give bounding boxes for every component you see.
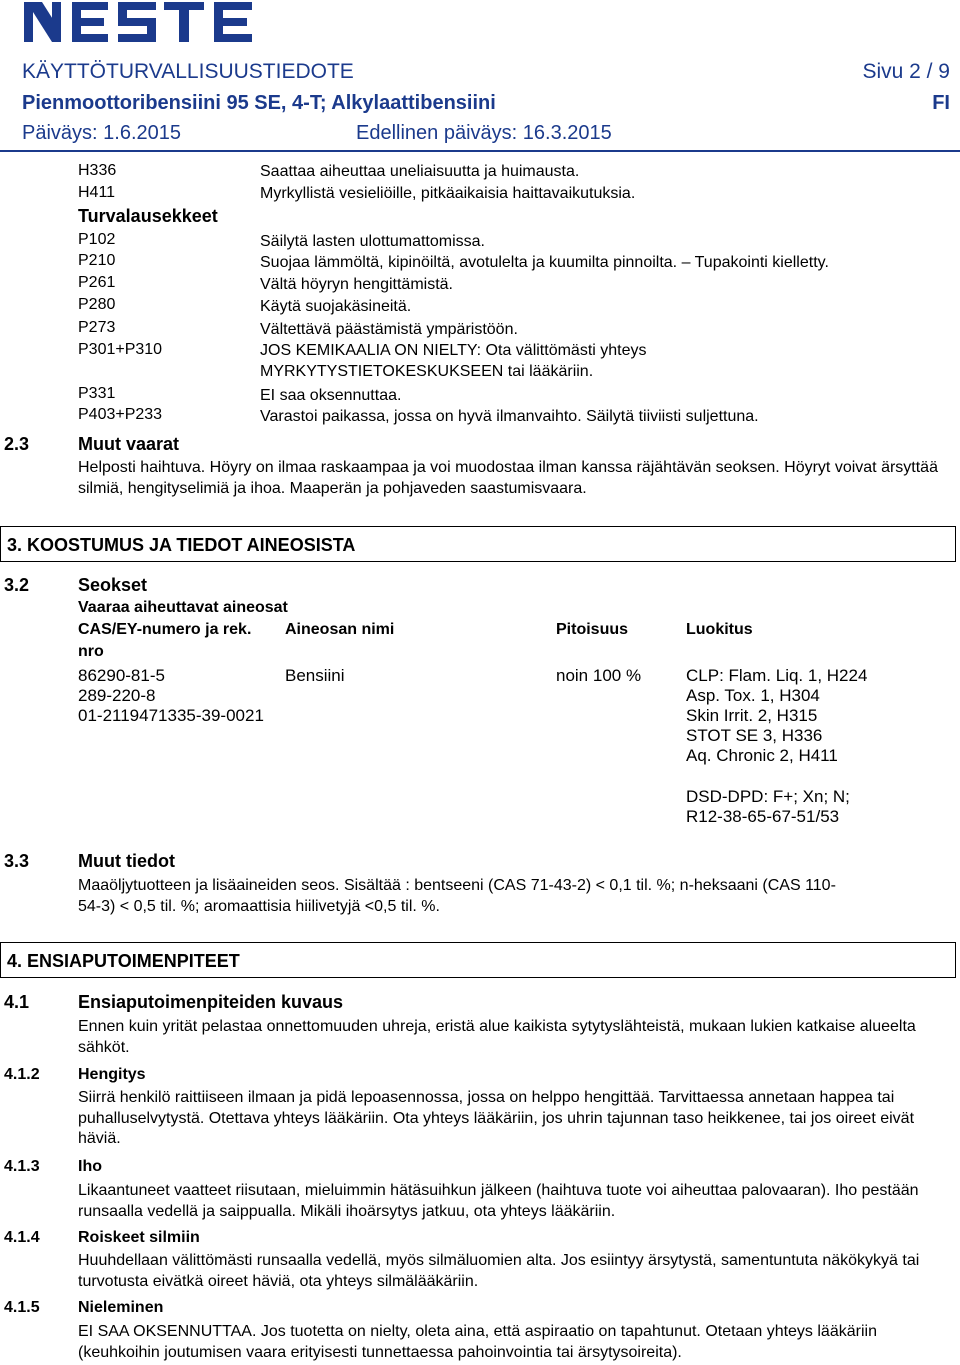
precaution-code: P403+P233 <box>78 406 163 423</box>
precaution-code: P301+P310 <box>78 341 163 358</box>
header-divider <box>0 150 960 152</box>
previous-date: Edellinen päiväys: 16.3.2015 <box>356 122 612 144</box>
subsection-title: Iho <box>78 1158 102 1175</box>
subsection-paragraph: Likaantuneet vaatteet riisutaan, mieluimmin hätäsuihkun jälkeen (haihtuva tuote voi aiheuttaa palovaaran). Iho pestään runsaalla vedellä ja saippualla. Mikäli ihoärsytys jatkuu, ota yhteys lääkäriin. <box>78 1182 919 1220</box>
subsection-number: 4.1.2 <box>4 1066 40 1083</box>
subsection-title: Roiskeet silmiin <box>78 1229 200 1246</box>
hazard-code: H336 <box>78 162 117 179</box>
section-title: Muut tiedot <box>78 851 175 871</box>
precaution-code: P331 <box>78 385 116 402</box>
classification-line: STOT SE 3, H336 <box>686 726 823 745</box>
section-number: 3.2 <box>4 575 30 595</box>
subsection-title: Hengitys <box>78 1066 146 1083</box>
section-paragraph: Ennen kuin yrität pelastaa onnettomuuden uhreja, eristä alue kaikista sytytyslähteistä, mukaan lukien katkaise alueelta sähköt. <box>78 1018 916 1056</box>
subsection-title: Nieleminen <box>78 1299 164 1316</box>
subsection-paragraph: EI SAA OKSENNUTTAA. Jos tuotetta on nielty, oleta aina, että aspiraatio on tapahtunut. Otetaan yhteys lääkäriin (keuhkoihin joutumisen vaara erityisesti tunnettaessa pahoinvointia tai ärsytysoireita). <box>78 1323 877 1361</box>
precaution-text: Vältettävä päästämistä ympäristöön. <box>260 321 518 338</box>
section-4-title: 4. ENSIAPUTOIMENPITEET <box>7 951 240 971</box>
section-number: 3.3 <box>4 851 30 871</box>
precaution-code: P210 <box>78 252 116 269</box>
section-3-title: 3. KOOSTUMUS JA TIEDOT AINEOSISTA <box>7 535 356 555</box>
ingredient-name: Bensiini <box>285 666 345 685</box>
precaution-text: Säilytä lasten ulottumattomissa. <box>260 233 485 250</box>
hazard-text: Saattaa aiheuttaa uneliaisuutta ja huimausta. <box>260 163 580 180</box>
classification-line: CLP: Flam. Liq. 1, H224 <box>686 666 868 685</box>
precaution-heading: Turvalausekkeet <box>78 206 218 226</box>
classification-line: Skin Irrit. 2, H315 <box>686 706 818 725</box>
subsection-number: 4.1.5 <box>4 1299 40 1316</box>
section-number: 4.1 <box>4 992 30 1012</box>
precaution-text: Vältä höyryn hengittämistä. <box>260 276 453 293</box>
registration-number: 01-2119471335-39-0021 <box>78 706 264 725</box>
ingredient-concentration: noin 100 % <box>556 666 642 685</box>
subsection-number: 4.1.3 <box>4 1158 40 1175</box>
column-header-concentration: Pitoisuus <box>556 621 629 638</box>
column-header-classification: Luokitus <box>686 621 753 638</box>
subsection-number: 4.1.4 <box>4 1229 40 1246</box>
document-title: KÄYTTÖTURVALLISUUSTIEDOTE <box>22 60 354 83</box>
dsd-classification: DSD-DPD: F+; Xn; N; <box>686 787 850 806</box>
column-header-name: Aineosan nimi <box>285 621 395 638</box>
section-title: Ensiaputoimenpiteiden kuvaus <box>78 992 344 1012</box>
section-paragraph: Maaöljytuotteen ja lisäaineiden seos. Sisältää : bentseeni (CAS 71-43-2) < 0,1 til. %; n-heksaani (CAS 110-54-3) < 0,5 til. %; aromaattisia hiilivetyjä <0,5 til. %. <box>78 877 836 915</box>
product-name: Pienmoottoribensiini 95 SE, 4-T; Alkylaattibensiini <box>22 92 496 114</box>
subsection-paragraph: Huuhdellaan välittömästi runsaalla vedellä, myös silmäluomien alta. Jos esiintyy ärsytystä, samentuntuta näkökykyä tai turvotusta eivätkä oireet häviä, ota yhteys silmälääkäriin. <box>78 1252 920 1290</box>
section-title: Muut vaarat <box>78 434 180 454</box>
section-paragraph: Helposti haihtuva. Höyry on ilmaa raskaampaa ja voi muodostaa ilman kanssa räjähtävän seoksen. Höyryt voivat ärsyttää silmiä, hengityselimiä ja ihoa. Maaperän ja pohjaveden saastumisvaara. <box>78 459 938 497</box>
dsd-classification: R12-38-65-67-51/53 <box>686 807 840 826</box>
precaution-text: EI saa oksennuttaa. <box>260 387 402 404</box>
section-4-header <box>0 942 956 978</box>
precaution-text: Suojaa lämmöltä, kipinöiltä, avotulelta ja kuumilta pinnoilta. – Tupakointi kielletty. <box>260 254 829 271</box>
column-header-cas: CAS/EY-numero ja rek. <box>78 621 252 638</box>
column-header-cas-cont: nro <box>78 643 104 660</box>
precaution-text: MYRKYTYSTIETOKESKUKSEEN tai lääkäriin. <box>260 363 594 380</box>
section-3-header <box>0 526 956 562</box>
precaution-code: P273 <box>78 319 116 336</box>
issue-date: Päiväys: 1.6.2015 <box>22 122 181 144</box>
precaution-text: JOS KEMIKAALIA ON NIELTY: Ota välittömästi yhteys <box>260 342 647 359</box>
precaution-code: P261 <box>78 274 116 291</box>
precaution-code: P102 <box>78 231 116 248</box>
section-title: Seokset <box>78 575 148 595</box>
precaution-text: Käytä suojakäsineitä. <box>260 298 412 315</box>
language-code: FI <box>932 92 950 114</box>
ingredients-subheading: Vaaraa aiheuttavat aineosat <box>78 599 288 616</box>
cas-number: 86290-81-5 <box>78 666 165 685</box>
precaution-text: Varastoi paikassa, jossa on hyvä ilmanvaihto. Säilytä tiiviisti suljettuna. <box>260 408 759 425</box>
precaution-code: P280 <box>78 296 116 313</box>
classification-line: Asp. Tox. 1, H304 <box>686 686 820 705</box>
section-number: 2.3 <box>4 434 30 454</box>
neste-logo <box>24 2 254 42</box>
subsection-paragraph: Siirrä henkilö raittiiseen ilmaan ja pidä lepoasennossa, jossa on helppo hengittää. Tarvittaessa annetaan happea tai puhalluselvytystä. Otettava yhteys lääkäriin. Ota yhteys lääkäriin, jos uhrin tajunnan taso heikkenee, tai jos oireet eivät häviä. <box>78 1089 915 1147</box>
hazard-code: H411 <box>78 184 116 201</box>
classification-line: Aq. Chronic 2, H411 <box>686 746 838 765</box>
page-number: Sivu 2 / 9 <box>862 60 950 83</box>
hazard-text: Myrkyllistä vesieliöille, pitkäaikaisia haittavaikutuksia. <box>260 185 636 202</box>
ec-number: 289-220-8 <box>78 686 156 705</box>
